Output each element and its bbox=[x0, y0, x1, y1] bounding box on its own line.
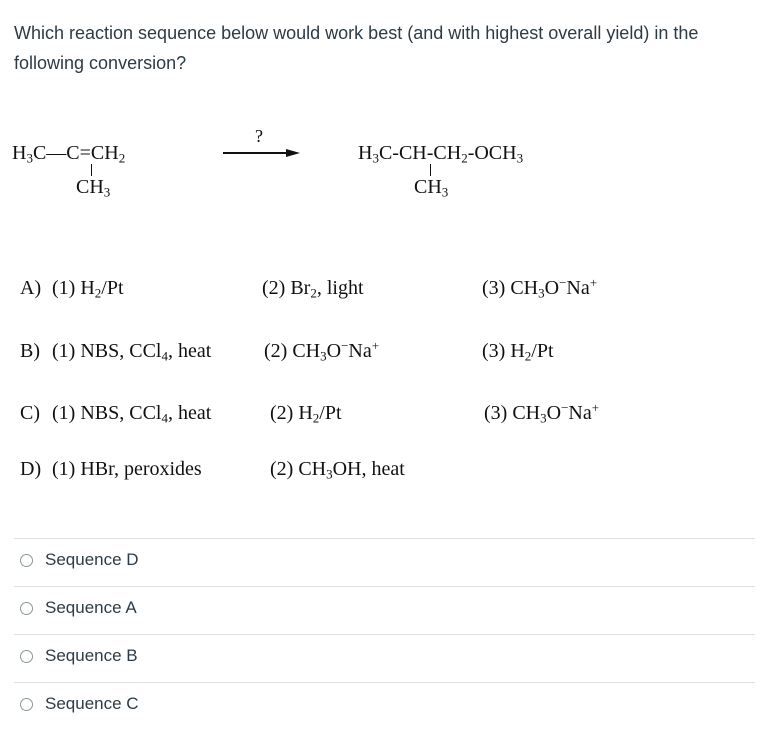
answer-label[interactable]: Sequence D bbox=[45, 550, 139, 569]
option-d-step-2: (2) $CH_3OH$, heat bbox=[270, 458, 405, 482]
option-a-step-2: (2) $Br_2$, light bbox=[262, 277, 364, 301]
answer-choice[interactable] bbox=[14, 586, 755, 634]
option-b-step-1: (1) NBS, CCl$_4$, heat bbox=[52, 340, 212, 364]
answer-label[interactable]: Sequence B bbox=[45, 646, 138, 665]
reactant-methyl: $CH_3$ bbox=[76, 176, 111, 200]
answer-list bbox=[14, 538, 755, 730]
option-a-step-3: (3) $CH_3O^-Na^+$ bbox=[482, 274, 598, 301]
product-formula: $H_3C-CH-CH_2-OCH_3$ bbox=[358, 142, 524, 166]
question-text: Which reaction sequence below would work best (and with highest overall yield) in the following conversion? bbox=[14, 23, 699, 73]
answer-label[interactable]: Sequence C bbox=[45, 694, 139, 713]
product-methyl: $CH_3$ bbox=[414, 176, 449, 200]
option-d-letter: D) bbox=[20, 458, 42, 480]
answer-choice[interactable] bbox=[14, 682, 755, 730]
option-a-step-1: (1) $H_2/Pt$ bbox=[52, 277, 124, 301]
reactant-formula: $H_3C—C=CH_2$ bbox=[12, 142, 126, 166]
radio-button[interactable] bbox=[20, 554, 33, 567]
radio-button[interactable] bbox=[20, 602, 33, 615]
radio-button[interactable] bbox=[20, 650, 33, 663]
reactant-branch-bond bbox=[91, 164, 92, 176]
answer-choice[interactable] bbox=[14, 634, 755, 682]
reagent-unknown: ? bbox=[255, 126, 263, 146]
answer-label[interactable]: Sequence A bbox=[45, 598, 137, 617]
reaction-arrow-head bbox=[286, 149, 300, 157]
option-d-step-1: (1) HBr, peroxides bbox=[52, 458, 202, 480]
answer-choice[interactable] bbox=[14, 538, 755, 586]
option-b-letter: B) bbox=[20, 340, 40, 362]
reaction-arrow bbox=[223, 152, 287, 154]
option-c-letter: C) bbox=[20, 402, 40, 424]
product-branch-bond bbox=[430, 164, 431, 176]
option-b-step-2: (2) $CH_3O^-Na^+$ bbox=[264, 337, 380, 364]
option-b-step-3: (3) $H_2/Pt$ bbox=[482, 340, 554, 364]
radio-button[interactable] bbox=[20, 698, 33, 711]
option-c-step-1: (1) NBS, CCl$_4$, heat bbox=[52, 402, 212, 426]
option-a-letter: A) bbox=[20, 277, 42, 299]
option-c-step-2: (2) $H_2/Pt$ bbox=[270, 402, 342, 426]
option-c-step-3: (3) $CH_3O^-Na^+$ bbox=[484, 399, 600, 426]
